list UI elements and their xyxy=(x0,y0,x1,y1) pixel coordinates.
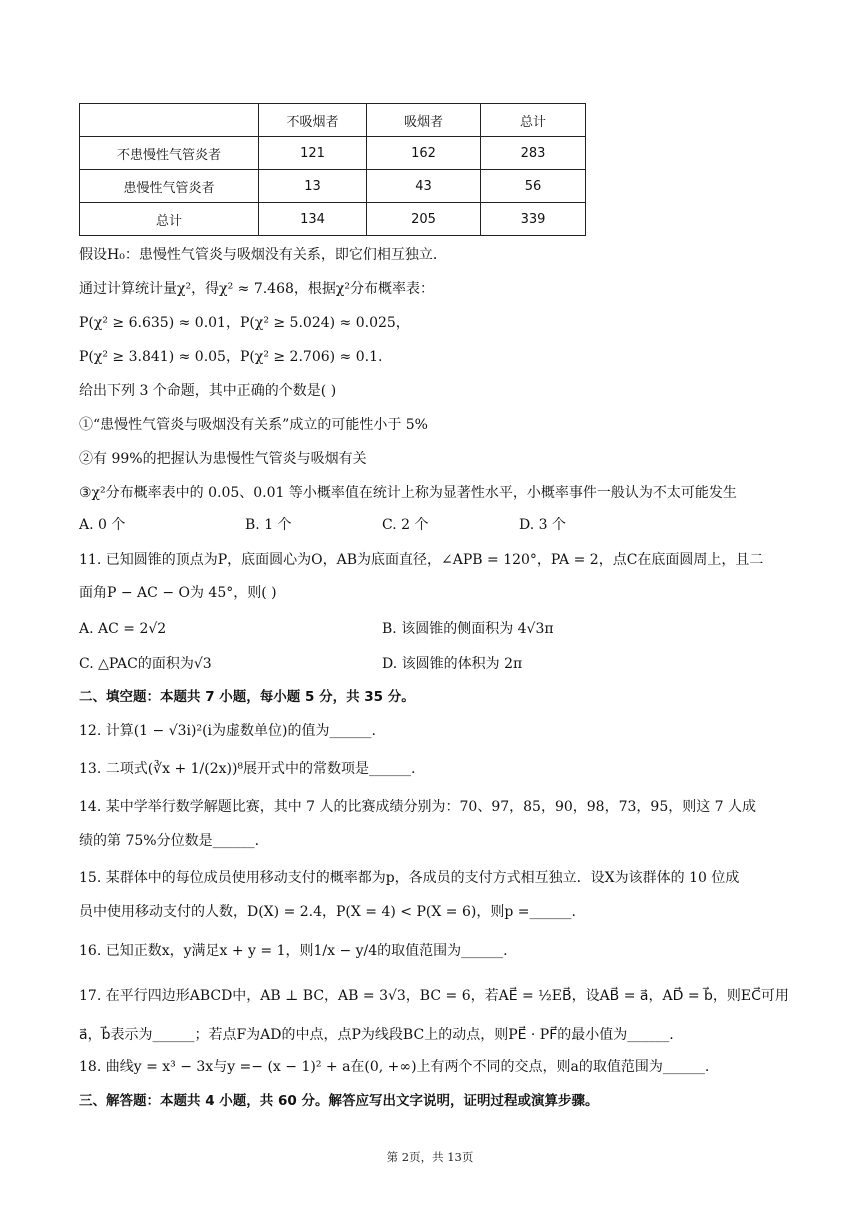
statement-3: ③χ²分布概率表中的 0.05、0.01 等小概率值在统计上称为显著性水平，小概率事件一般认为不太可能发生 xyxy=(79,485,737,501)
q11-option-c: C. △PAC的面积为√3 xyxy=(79,656,212,672)
table-cell: 13 xyxy=(259,170,367,203)
table-row xyxy=(80,170,586,203)
statement-2: ②有 99%的把握认为患慢性气管炎与吸烟有关 xyxy=(79,451,367,467)
probability-line-1: P(χ² ≥ 6.635) ≈ 0.01，P(χ² ≥ 5.024) ≈ 0.025， xyxy=(79,315,410,331)
question-14-line-1: 14. 某中学举行数学解题比赛，其中 7 人的比赛成绩分别为：70、97，85，90，98，73，95，则这 7 人成 xyxy=(79,799,757,815)
table-cell: 134 xyxy=(259,203,367,236)
table-header-cell: 吸烟者 xyxy=(367,104,481,137)
table-header-row xyxy=(80,104,586,137)
question-18: 18. 曲线y = x³ − 3x与y =− (x − 1)² + a在(0, +∞)上有两个不同的交点，则a的取值范围为______. xyxy=(79,1059,710,1075)
table-cell: 56 xyxy=(481,170,586,203)
table-cell: 121 xyxy=(259,137,367,170)
statement-1: ①“患慢性气管炎与吸烟没有关系”成立的可能性小于 5% xyxy=(79,417,428,433)
section-heading-solutions: 三、解答题：本题共 4 小题，共 60 分。解答应写出文字说明，证明过程或演算步骤。 xyxy=(79,1093,599,1109)
table-cell: 患慢性气管炎者 xyxy=(80,170,259,203)
table-header-cell: 总计 xyxy=(481,104,586,137)
question-11-line-1: 11. 已知圆锥的顶点为P，底面圆心为O，AB为底面直径，∠APB = 120°，PA = 2，点C在底面圆周上，且二 xyxy=(79,552,764,568)
q11-option-d: D. 该圆锥的体积为 2π xyxy=(382,656,523,672)
option-c: C. 2 个 xyxy=(382,517,429,533)
q11-option-a: A. AC = 2√2 xyxy=(79,621,167,637)
table-cell: 162 xyxy=(367,137,481,170)
table-cell: 339 xyxy=(481,203,586,236)
question-14-line-2: 绩的第 75%分位数是______. xyxy=(79,833,260,849)
question-17-line-1: 17. 在平行四边形ABCD中，AB ⊥ BC，AB = 3√3，BC = 6，若AE⃗ = ½EB⃗，设AB⃗ = a⃗，AD⃗ = b⃗，则EC⃗可用 xyxy=(79,988,789,1004)
option-b: B. 1 个 xyxy=(245,517,292,533)
table-cell: 不患慢性气管炎者 xyxy=(80,137,259,170)
table-cell: 205 xyxy=(367,203,481,236)
page-footer: 第 2页，共 13页 xyxy=(386,1150,474,1164)
question-15-line-2: 员中使用移动支付的人数，D(X) = 2.4，P(X = 4) < P(X = 6)，则p =______. xyxy=(79,904,576,920)
option-d: D. 3 个 xyxy=(519,517,566,533)
q11-option-b: B. 该圆锥的侧面积为 4√3π xyxy=(382,621,554,637)
contingency-table xyxy=(79,103,586,236)
question-13: 13. 二项式(∛x + 1/(2x))⁸展开式中的常数项是______. xyxy=(79,761,416,777)
table-header-cell: 不吸烟者 xyxy=(259,104,367,137)
statistic-text: 通过计算统计量χ²，得χ² ≈ 7.468，根据χ²分布概率表： xyxy=(79,281,434,297)
table-cell: 283 xyxy=(481,137,586,170)
table-header-cell xyxy=(80,104,259,137)
hypothesis-text: 假设H₀：患慢性气管炎与吸烟没有关系，即它们相互独立. xyxy=(79,247,438,263)
question-12: 12. 计算(1 − √3i)²(i为虚数单位)的值为______. xyxy=(79,723,376,739)
table-row xyxy=(80,137,586,170)
table-cell: 总计 xyxy=(80,203,259,236)
question-11-line-2: 面角P − AC − O为 45°，则( ) xyxy=(79,585,277,601)
table-row xyxy=(80,203,586,236)
option-a: A. 0 个 xyxy=(79,517,126,533)
probability-line-2: P(χ² ≥ 3.841) ≈ 0.05，P(χ² ≥ 2.706) ≈ 0.1. xyxy=(79,349,383,365)
question-prompt: 给出下列 3 个命题，其中正确的个数是( ) xyxy=(79,383,337,399)
section-heading-fill-in: 二、填空题：本题共 7 小题，每小题 5 分，共 35 分。 xyxy=(79,689,415,705)
table-cell: 43 xyxy=(367,170,481,203)
question-16: 16. 已知正数x，y满足x + y = 1，则1/x − y/4的取值范围为______. xyxy=(79,943,508,959)
question-17-line-2: a⃗，b⃗表示为______；若点F为AD的中点，点P为线段BC上的动点，则PE⃗ · PF⃗的最小值为______. xyxy=(79,1027,674,1043)
question-15-line-1: 15. 某群体中的每位成员使用移动支付的概率都为p，各成员的支付方式相互独立．设X为该群体的 10 位成 xyxy=(79,870,740,886)
